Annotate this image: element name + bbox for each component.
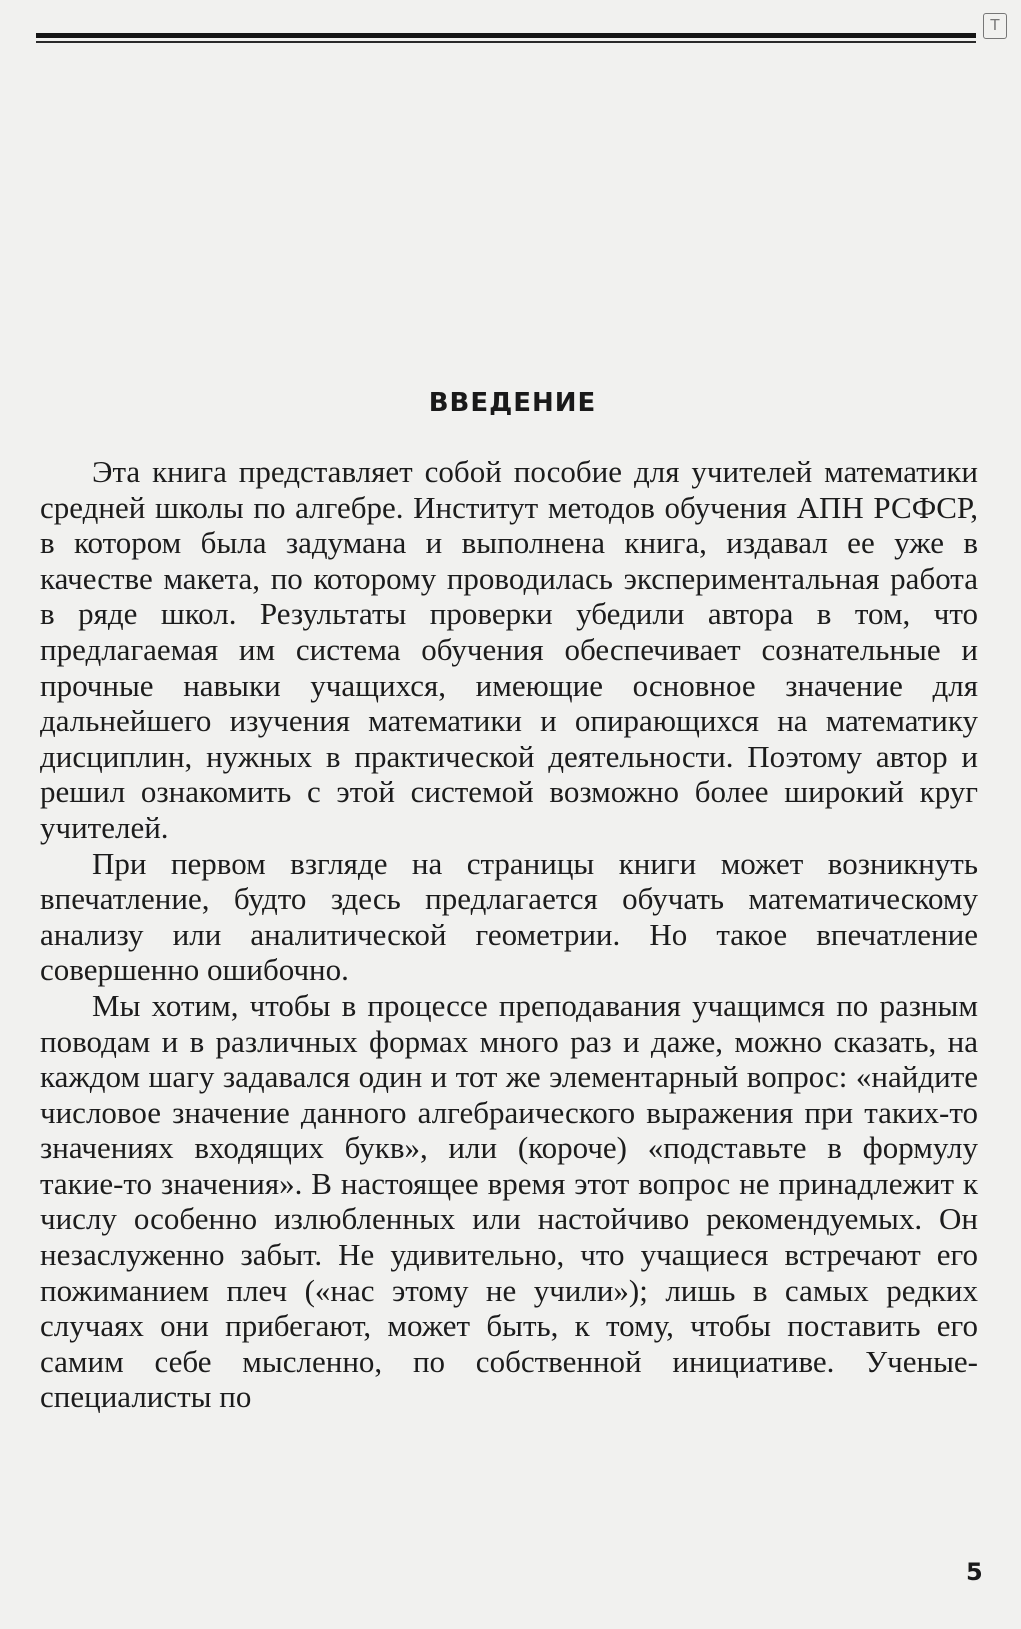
paragraph: При первом взгляде на страницы книги может возникнуть впечатление, будто здесь предлагается обучать математическому анализу или аналитической геометрии. Но такое впечатление совершенно ошибочно. bbox=[40, 845, 978, 988]
body-text bbox=[40, 454, 978, 1415]
page-number: 5 bbox=[966, 1558, 983, 1586]
text-icon[interactable]: T bbox=[983, 13, 1007, 39]
paragraph: Эта книга представляет собой пособие для учителей математики средней школы по алгебре. Институт методов обучения АПН РСФСР, в котором была задумана и выполнена книга, издавал ее уже в качестве макета, по которому проводилась экспериментальная работа в ряде школ. Результаты проверки убедили автора в том, что предлагаемая им система обучения обеспечивает сознательные и прочные навыки учащихся, имеющие основное значение для дальнейшего изучения математики и опирающихся на математику дисциплин, нужных в практической деятельности. Поэтому автор и решил ознакомить с этой системой возможно более широкий круг учителей. bbox=[40, 454, 978, 845]
section-heading: ВВЕДЕНИЕ bbox=[428, 388, 597, 418]
header-rule bbox=[36, 33, 976, 38]
header-rule-thin bbox=[36, 41, 976, 43]
paragraph: Мы хотим, чтобы в процессе преподавания учащимся по разным поводам и в различных формах много раз и даже, можно сказать, на каждом шагу задавался один и тот же элементарный вопрос: «найдите числовое значение данного алгебраического выражения при таких-то значениях входящих букв», или (короче) «подставьте в формулу такие-то значения». В настоящее время этот вопрос не принадлежит к числу особенно излюбленных или настойчиво рекомендуемых. Он незаслуженно забыт. Не удивительно, что учащиеся встречают его пожиманием плеч («нас этому не учили»); лишь в самых редких случаях они прибегают, может быть, к тому, чтобы поставить его самим себе мысленно, по собственной инициативе. Ученые-специалисты по bbox=[40, 987, 978, 1415]
